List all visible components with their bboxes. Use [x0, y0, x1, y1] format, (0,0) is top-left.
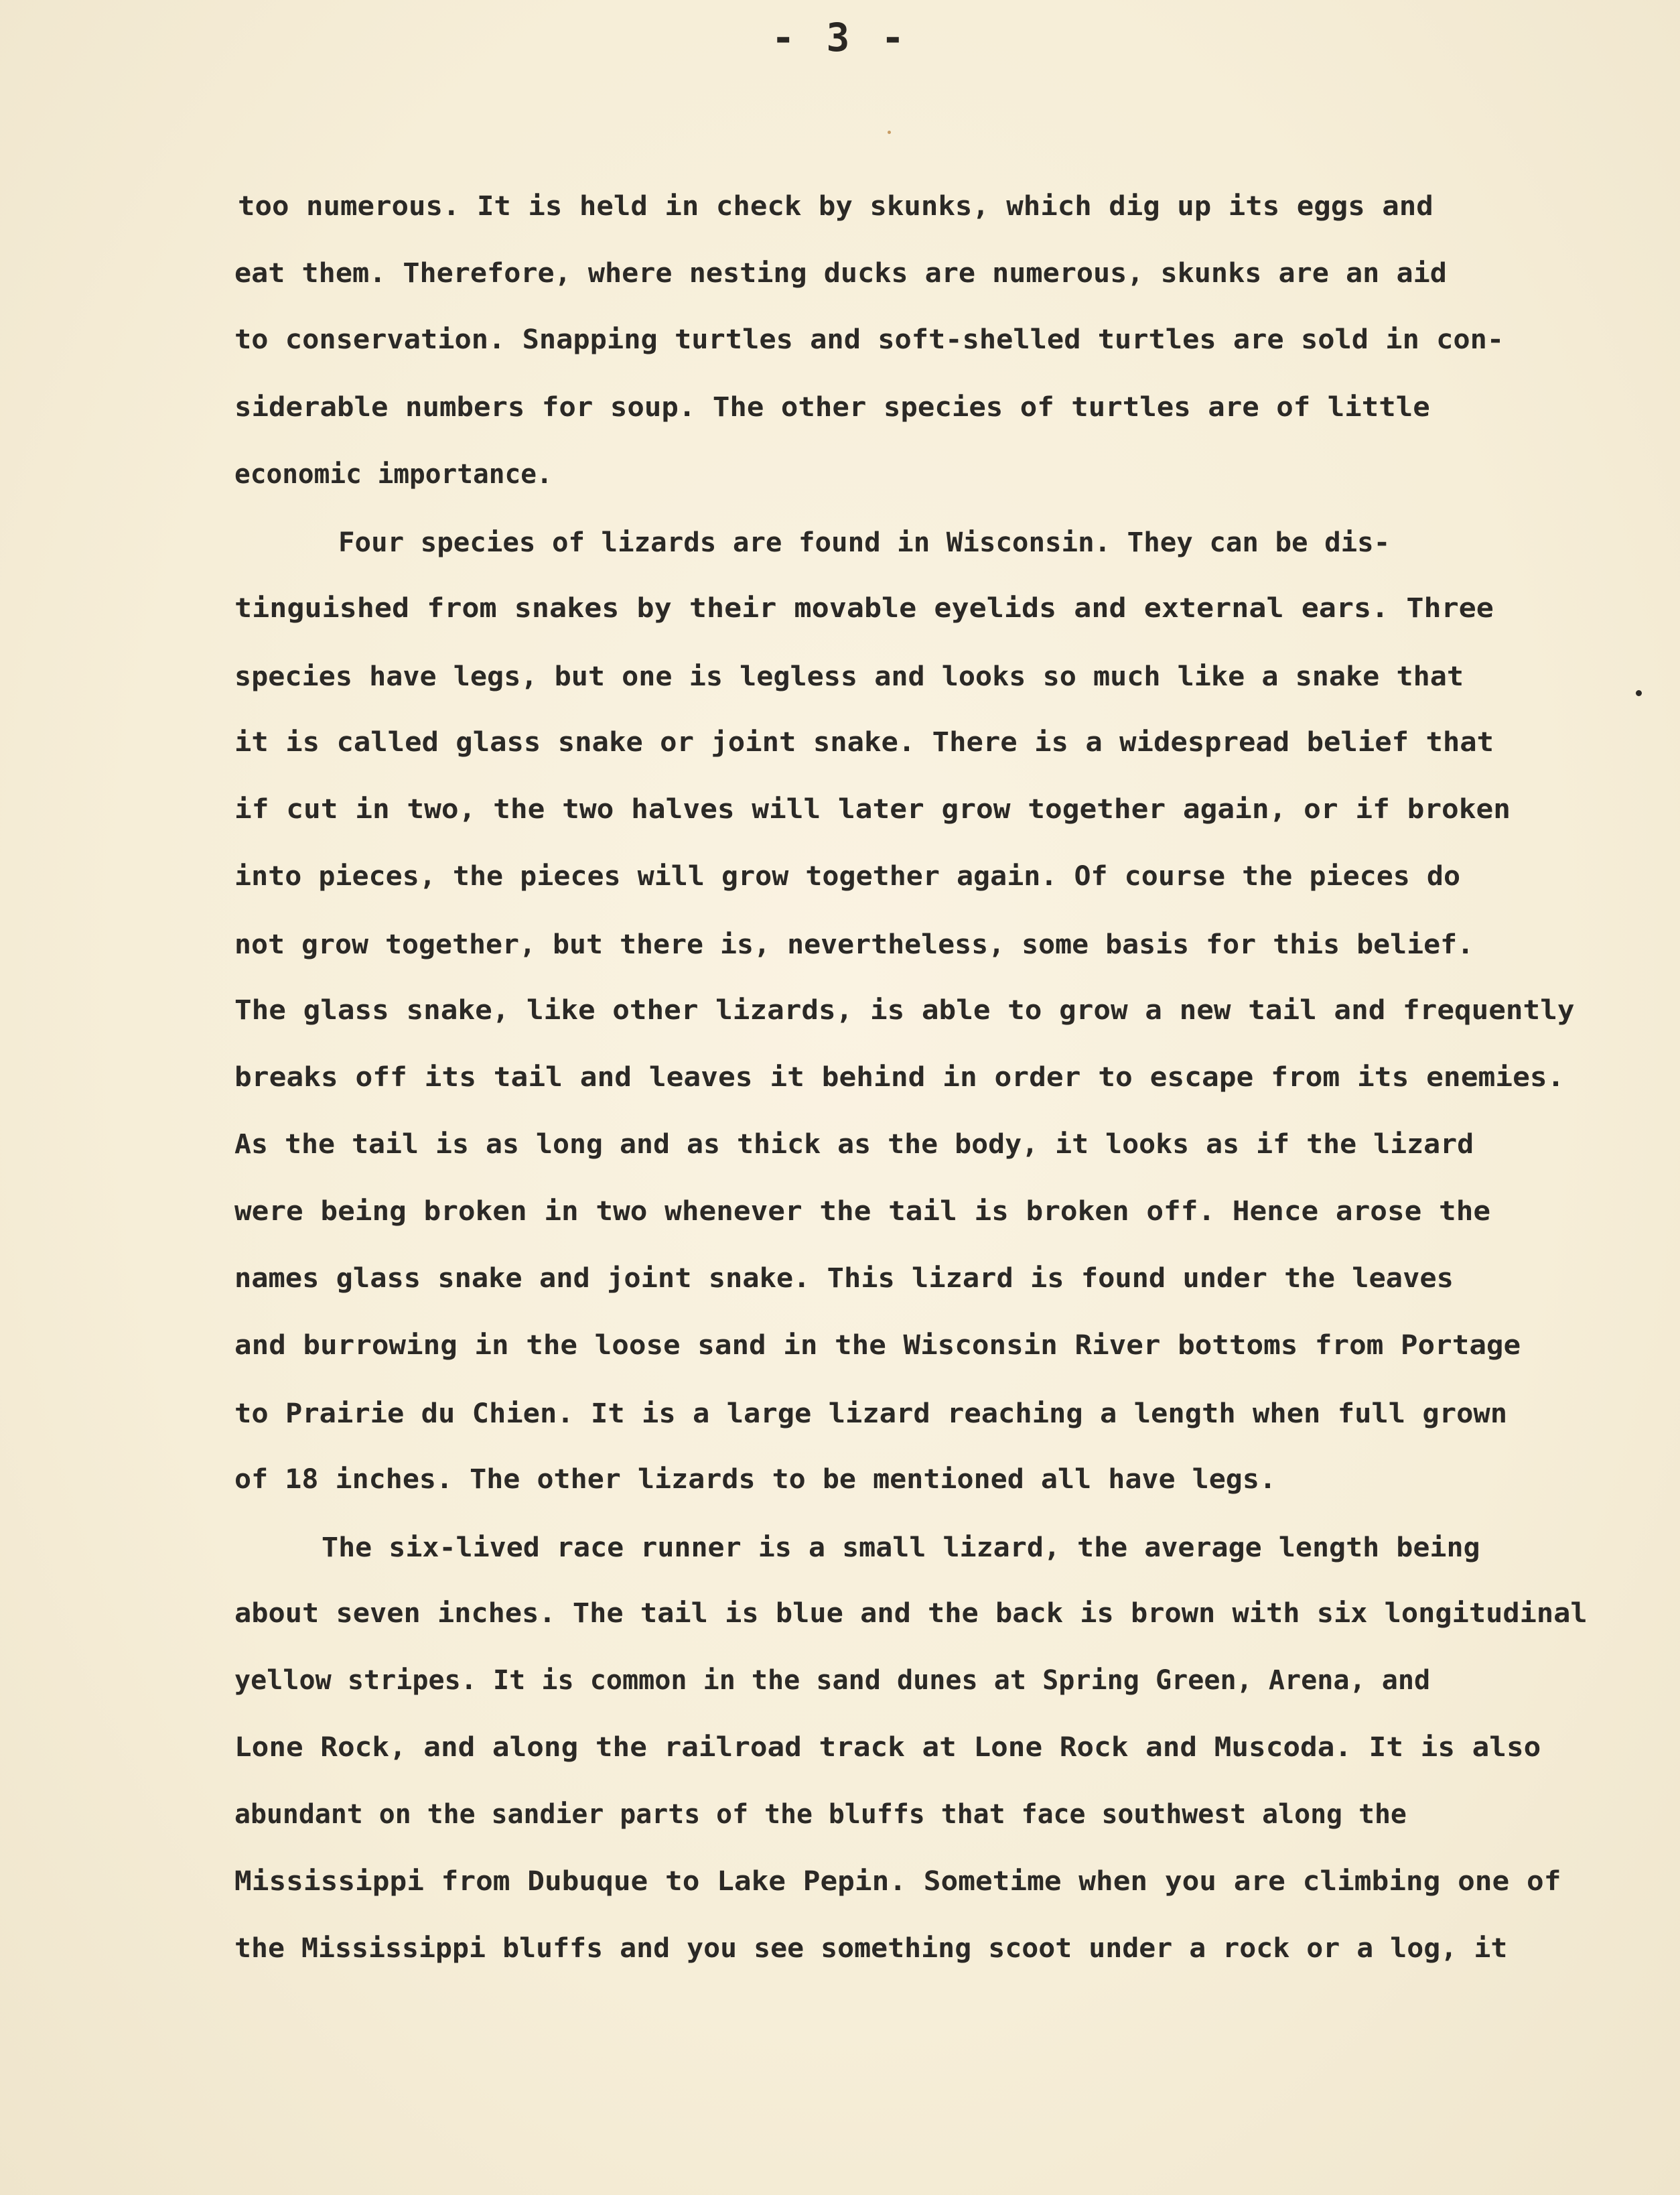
text-line: of 18 inches. The other lizards to be mentioned all have legs. — [234, 1464, 1277, 1495]
text-line: about seven inches. The tail is blue and the back is brown with six longitudinal — [234, 1598, 1588, 1629]
text-line: eat them. Therefore, where nesting ducks are numerous, skunks are an aid — [234, 258, 1447, 289]
text-line: to conservation. Snapping turtles and soft-shelled turtles are sold in con- — [234, 324, 1504, 355]
text-line: too numerous. It is held in check by skunks, which dig up its eggs and — [238, 191, 1433, 222]
text-line: it is called glass snake or joint snake. There is a widespread belief that — [234, 727, 1494, 758]
text-line: abundant on the sandier parts of the bluffs that face southwest along the — [234, 1799, 1407, 1830]
text-line: The glass snake, like other lizards, is able to grow a new tail and frequently — [234, 995, 1575, 1026]
text-line: Lone Rock, and along the railroad track at Lone Rock and Muscoda. It is also — [234, 1732, 1541, 1763]
ink-speck-margin — [1636, 690, 1642, 696]
text-line: to Prairie du Chien. It is a large lizard reaching a length when full grown — [234, 1398, 1508, 1429]
text-line: breaks off its tail and leaves it behind in order to escape from its enemies. — [234, 1062, 1565, 1093]
page-number: - 3 - — [771, 15, 909, 60]
text-line: Four species of lizards are found in Wisconsin. They can be dis- — [338, 527, 1391, 558]
text-line: if cut in two, the two halves will later grow together again, or if broken — [234, 794, 1511, 825]
text-line: species have legs, but one is legless and looks so much like a snake that — [234, 661, 1464, 692]
text-line: were being broken in two whenever the tail is broken off. Hence arose the — [234, 1196, 1491, 1227]
text-line: into pieces, the pieces will grow together again. Of course the pieces do — [234, 861, 1461, 892]
text-line: yellow stripes. It is common in the sand dunes at Spring Green, Arena, and — [234, 1665, 1431, 1696]
text-line: As the tail is as long and as thick as the body, it looks as if the lizard — [234, 1129, 1474, 1160]
text-line: not grow together, but there is, nevertheless, some basis for this belief. — [234, 929, 1474, 960]
text-line: the Mississippi bluffs and you see something scoot under a rock or a log, it — [234, 1933, 1508, 1964]
text-line: economic importance. — [234, 459, 553, 490]
text-line: names glass snake and joint snake. This lizard is found under the leaves — [234, 1263, 1454, 1294]
text-line: The six-lived race runner is a small lizard, the average length being — [322, 1532, 1480, 1563]
text-line: tinguished from snakes by their movable eyelids and external ears. Three — [234, 593, 1494, 624]
text-line: Mississippi from Dubuque to Lake Pepin. Sometime when you are climbing one of — [234, 1866, 1561, 1897]
text-line: siderable numbers for soup. The other species of turtles are of little — [234, 392, 1430, 423]
text-line: and burrowing in the loose sand in the Wisconsin River bottoms from Portage — [234, 1330, 1521, 1361]
ink-speck-top — [888, 131, 891, 134]
